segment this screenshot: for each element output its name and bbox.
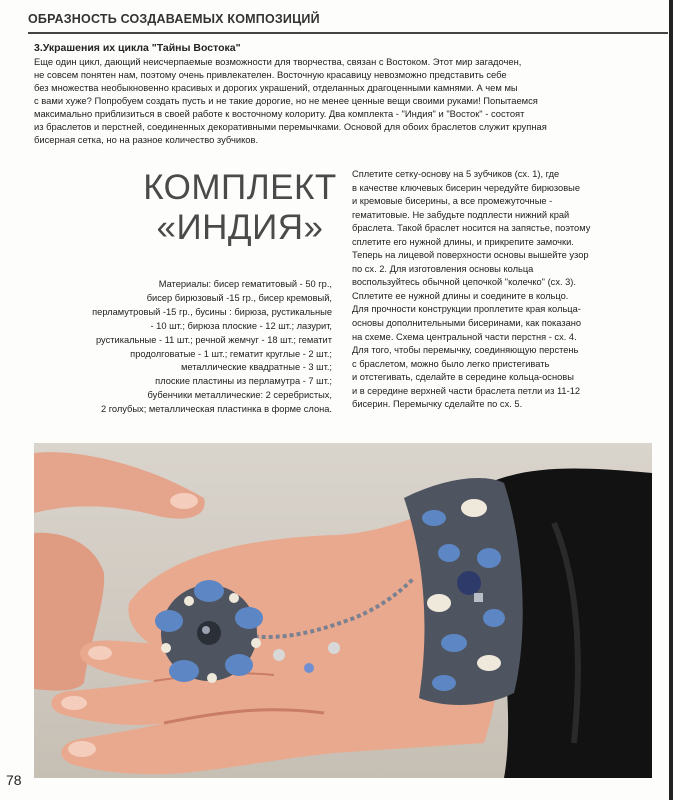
set-title-line2: «ИНДИЯ» bbox=[156, 208, 324, 247]
bell-charm bbox=[273, 649, 285, 661]
instruction-line: Сплетите сетку-основу на 5 зубчиков (сх. 1), где bbox=[352, 169, 560, 179]
intro-line: без множества необыкновенно красивых и дорогих украшений, отделанных драгоценными камнями. А чем мы bbox=[34, 82, 518, 93]
instruction-line: воспользуйтесь обычной цепочкой "колечко" (сх. 3). bbox=[352, 277, 576, 288]
instruction-line: Для прочности конструкции проплетите края кольца- bbox=[352, 304, 581, 315]
fingernail bbox=[88, 646, 112, 660]
materials-line: перламутровый -15 гр., бусины : бирюза, рустикальные bbox=[92, 306, 332, 317]
jewelry-photo-illustration bbox=[34, 443, 652, 778]
instruction-line: сплетите его нужной длины, и прикрепите замочки. bbox=[352, 236, 574, 247]
set-title-line1: КОМПЛЕКТ bbox=[143, 168, 337, 207]
instruction-line: и в середине верхней части браслета петли из 11-12 bbox=[352, 385, 581, 396]
instruction-line: гематитовые. Не забудьте подплести нижний край bbox=[352, 209, 570, 220]
materials-line: бисер бирюзовый -15 гр., бисер кремовый, bbox=[146, 292, 332, 303]
intro-line: не совсем понятен нам, поэтому очень привлекателен. Восточную красавицу невозможно представить себе bbox=[34, 69, 507, 80]
fingernail bbox=[68, 741, 96, 757]
materials-line: рустикальные - 11 шт.; речной жемчуг - 18 шт.; гематит bbox=[95, 334, 332, 345]
materials-line: 2 голубых; металлическая пластинка в форме слона. bbox=[100, 404, 332, 415]
page-number: 78 bbox=[6, 772, 22, 788]
instruction-line: в качестве ключевых бисерин чередуйте бирюзовые bbox=[352, 182, 581, 193]
page-header bbox=[28, 10, 668, 34]
intro-line: Еще один цикл, дающий неисчерпаемые возможности для творчества, связан с Востоком. Этот мир загадочен, bbox=[34, 56, 522, 67]
instruction-line: Теперь на лицевой поверхности основы вышейте узор bbox=[352, 250, 589, 261]
materials-line: бубенчики металлические: 2 серебристых, bbox=[147, 390, 332, 401]
instruction-line: по сх. 2. Для изготовления основы кольца bbox=[352, 263, 534, 274]
intro-line: с вами хуже? Попробуем создать пусть и не такие дорогие, но не менее ценные вещи своими руками! Попытаемся bbox=[34, 95, 538, 106]
intro-line: бисерная сетка, но на разное количество зубчиков. bbox=[34, 134, 259, 145]
instruction-line: с браслетом, можно было легко пристегивать bbox=[352, 358, 550, 369]
bell-charm bbox=[328, 642, 340, 654]
instruction-line: и кремовые бисерины, а все промежуточные - bbox=[352, 196, 553, 207]
instruction-line: браслета. Такой браслет носится на запястье, поэтому bbox=[352, 223, 591, 234]
fingernail bbox=[61, 696, 87, 710]
materials-line: продолговатые - 1 шт.; гематит круглые - 2 шт.; bbox=[130, 348, 332, 359]
page-edge bbox=[669, 0, 673, 800]
set-title bbox=[135, 168, 345, 248]
section-heading: 3.Украшения их цикла "Тайны Востока" bbox=[34, 42, 241, 54]
materials-line: - 10 шт.; бирюза плоские - 12 шт.; лазурит, bbox=[150, 320, 332, 331]
instruction-line: на схеме. Схема центральной части перстня - сх. 4. bbox=[352, 331, 577, 342]
header-title: ОБРАЗНОСТЬ СОЗДАВАЕМЫХ КОМПОЗИЦИЙ bbox=[28, 12, 320, 26]
materials-line: плоские пластины из перламутра - 7 шт.; bbox=[155, 376, 332, 387]
instruction-line: бисерин. Перемычку сделайте по сх. 5. bbox=[352, 399, 523, 410]
bell-charm bbox=[304, 663, 314, 673]
instruction-line: Сплетите ее нужной длины и соедините в кольцо. bbox=[352, 290, 569, 301]
intro-line: максимально приблизиться в своей работе к восточному колориту. Два комплекта - "Индия" и "Восток" - состоят bbox=[34, 108, 525, 119]
materials-list bbox=[34, 278, 332, 417]
instruction-line: Для того, чтобы перемычку, соединяющую перстень bbox=[352, 345, 579, 356]
left-fingers bbox=[34, 452, 205, 519]
instructions-text bbox=[352, 168, 652, 412]
instruction-line: и отстегивать, сделайте в середине кольца-основы bbox=[352, 372, 574, 383]
intro-line: из браслетов и перстней, соединенных декоративными перемычками. Основой для обоих браслетов служит крупная bbox=[34, 121, 547, 132]
materials-line: Материалы: бисер гематитовый - 50 гр., bbox=[158, 279, 332, 289]
fingernail bbox=[170, 493, 198, 509]
section-intro bbox=[34, 42, 664, 146]
jewelry-photo bbox=[34, 443, 652, 778]
instruction-line: основы дополнительными бисеринами, как показано bbox=[352, 318, 582, 329]
materials-line: металлические квадратные - 3 шт.; bbox=[180, 362, 332, 373]
